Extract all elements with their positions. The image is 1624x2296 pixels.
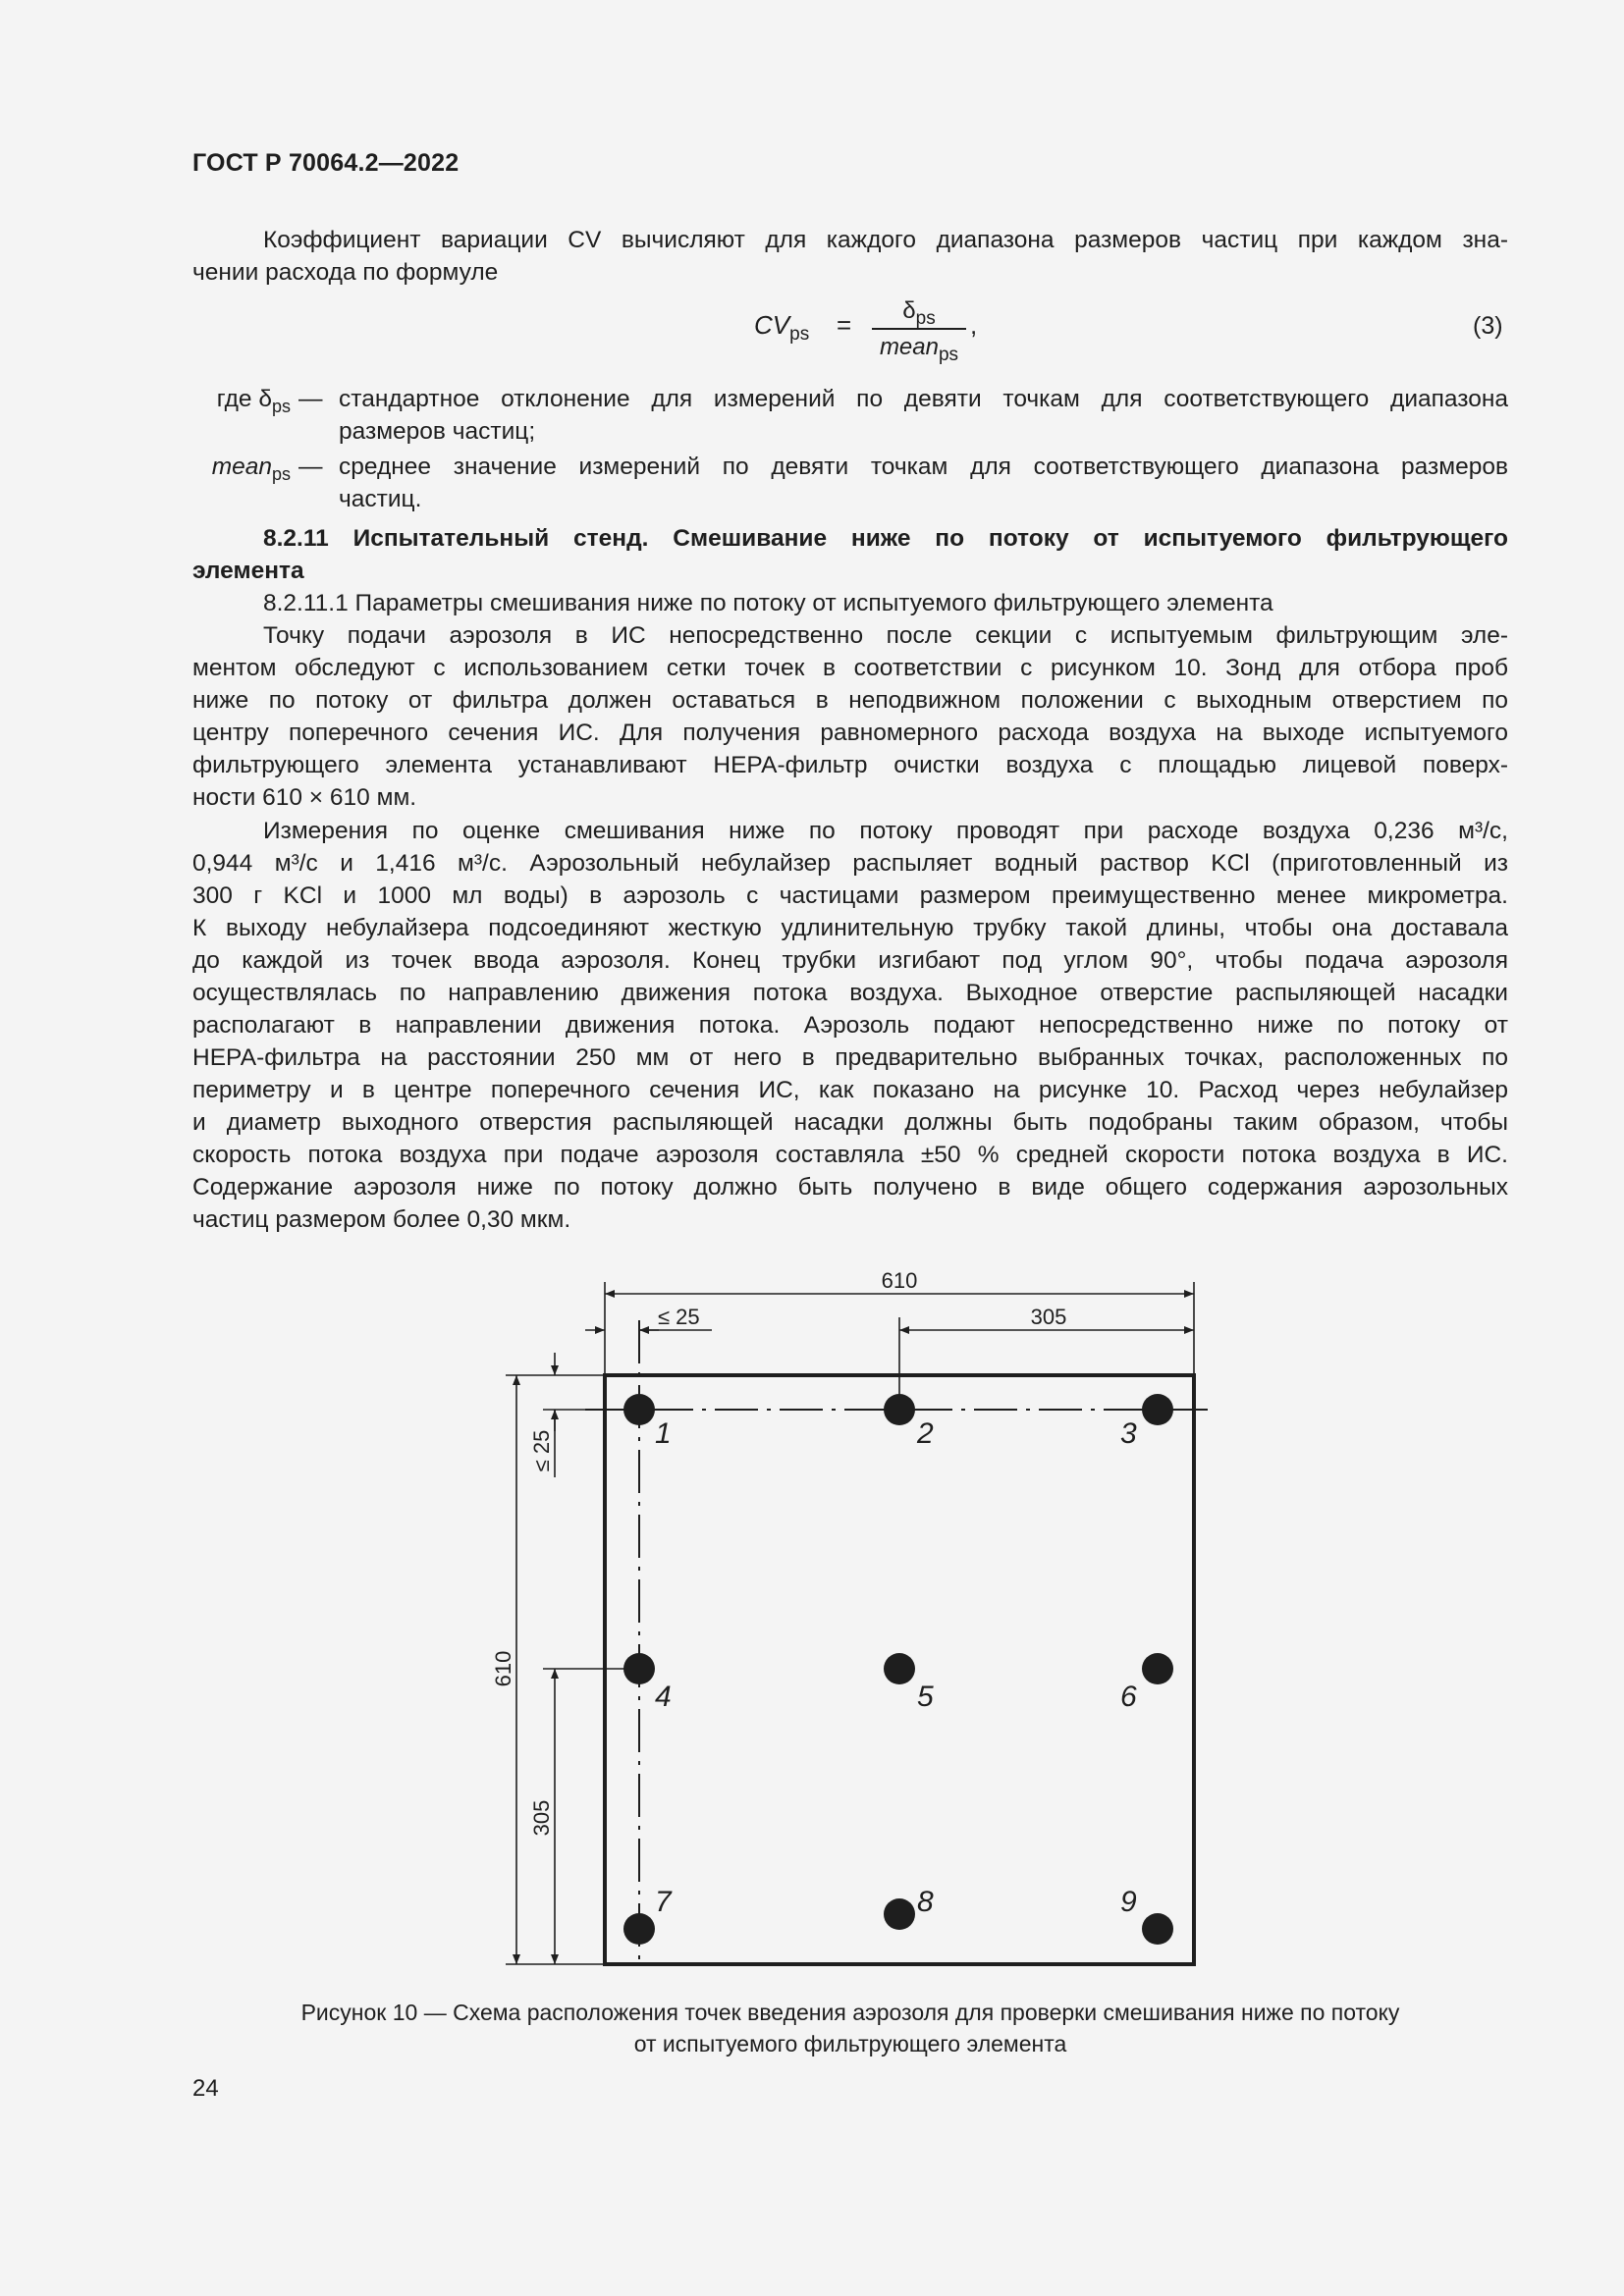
intro-line: Коэффициент вариации CV вычисляют для каждого диапазона размеров частиц при каждом зна- bbox=[263, 227, 1508, 253]
definition-term: mean$_{ps}$ bbox=[211, 454, 291, 484]
point-label-3: 3 bbox=[1120, 1417, 1137, 1450]
point-label-1: 1 bbox=[655, 1417, 672, 1450]
point-label-6: 6 bbox=[1120, 1681, 1137, 1713]
injection-point-6 bbox=[1142, 1653, 1173, 1684]
injection-point-1 bbox=[623, 1394, 655, 1425]
injection-point-7 bbox=[623, 1913, 655, 1945]
section-heading: 8.2.11 Испытательный стенд. Смешивание ниже по потоку от испытуемого фильтрующего элемента bbox=[192, 525, 1508, 584]
formula-numerator: $\delta_{ps}$ bbox=[902, 297, 936, 329]
point-label-7: 7 bbox=[655, 1886, 672, 1918]
injection-point-3 bbox=[1142, 1394, 1173, 1425]
dimension-half-width-label: 305 bbox=[1030, 1305, 1067, 1329]
injection-point-4 bbox=[623, 1653, 655, 1684]
dimension-half-height-label: 305 bbox=[529, 1799, 554, 1837]
definition-term: где $\delta_{ps}$ bbox=[216, 386, 291, 416]
definition-dash: — bbox=[298, 454, 323, 480]
intro-paragraph bbox=[192, 224, 1508, 289]
figure-caption: Рисунок 10 — Схема расположения точек введения аэрозоля для проверки смешивания ниже по потоку от испытуемого фильтрующего элемента bbox=[300, 2000, 1400, 2056]
dimension-width-label: 610 bbox=[881, 1268, 918, 1293]
point-label-5: 5 bbox=[917, 1681, 934, 1713]
formula-fraction bbox=[872, 294, 966, 365]
dimension-height-label: 610 bbox=[491, 1650, 515, 1687]
paragraph-measurements: Измерения по оценке смешивания ниже по потоку проводят при расходе воздуха 0,236 м³/с, 0,944 м³/с и 1,416 м³/с. Аэрозольный небулайзер распыляет водный раствор KCl (приготовленный из 300 г KCl и 1000 мл воды) в аэрозоль с частицами размером преимущественно менее микрометра. К выходу небулайзера подсоединяют жесткую удлинительную трубку такой длины, чтобы она доставала до каждой из точек ввода аэрозоля. Конец трубки изгибают под углом 90°, чтобы подача аэрозоля осуществлялась по направлению движения потока воздуха. Выходное отверстие распыляющей насадки располагают в направлении движения потока. Аэрозоль подают непосредственно ниже по потоку от НЕРА-фильтра на расстоянии 250 мм от него в предварительно выбранных точках, расположенных по периметру и в центре поперечного сечения ИС, как показано на рисунке 10. Расход через небулайзер и диаметр выходного отверстия распыляющей насадки должны быть подобраны таким образом, чтобы скорость потока воздуха при подаче аэрозоля составляла ±50 % средней скорости потока воздуха в ИС. Содержание аэрозоля ниже по потоку должно быть получено в виде общего содержания аэрозольных частиц размером более 0,30 мкм. bbox=[192, 818, 1508, 1233]
formula-comma: , bbox=[970, 310, 978, 340]
point-label-2: 2 bbox=[917, 1417, 934, 1450]
subsection-heading: 8.2.11.1 Параметры смешивания ниже по потоку от испытуемого фильтрующего элемента bbox=[263, 590, 1273, 616]
formula-cv bbox=[746, 294, 1041, 369]
formula-denominator: mean$_{ps}$ bbox=[879, 334, 959, 365]
definition-mean bbox=[0, 451, 1624, 519]
injection-point-5 bbox=[884, 1653, 915, 1684]
definition-text: стандартное отклонение для измерений по девяти точкам для соответствующего диапазона размеров частиц; bbox=[339, 386, 1508, 445]
point-label-4: 4 bbox=[655, 1681, 672, 1713]
injection-point-2 bbox=[884, 1394, 915, 1425]
point-label-8: 8 bbox=[917, 1886, 934, 1918]
injection-point-9 bbox=[1142, 1913, 1173, 1945]
injection-point-8 bbox=[884, 1898, 915, 1930]
point-label-9: 9 bbox=[1120, 1886, 1137, 1918]
paragraph-grid: Точку подачи аэрозоля в ИС непосредственно после секции с испытуемым фильтрующим эле- ментом обследуют с использованием сетки точек в соответствии с рисунком 10. Зонд для отбора проб ниже по потоку от фильтра должен оставаться в неподвижном положении с выходным отверстием по центру поперечного сечения ИС. Для получения равномерного расхода воздуха на выходе испытуемого фильтрующего элемента устанавливают НЕРА-фильтр очистки воздуха с площадью лицевой поверх- ности 610 × 610 мм. bbox=[192, 622, 1508, 811]
dimension-edge-h-label: ≤ 25 bbox=[658, 1305, 700, 1329]
formula-equals: = bbox=[837, 310, 852, 340]
figure-10-diagram bbox=[0, 1266, 1624, 1993]
dimension-edge-v-label: ≤ 25 bbox=[529, 1429, 554, 1472]
page-number: 24 bbox=[192, 2075, 219, 2102]
intro-line: чении расхода по формуле bbox=[192, 259, 499, 286]
formula-lhs: $CV_{ps}$ bbox=[754, 310, 810, 346]
equation-number: (3) bbox=[1473, 312, 1503, 340]
definition-text: среднее значение измерений по девяти точкам для соответствующего диапазона размеров частиц. bbox=[339, 454, 1508, 512]
document-header: ГОСТ Р 70064.2—2022 bbox=[192, 149, 460, 177]
definition-delta bbox=[0, 383, 1624, 452]
definition-dash: — bbox=[298, 386, 323, 412]
